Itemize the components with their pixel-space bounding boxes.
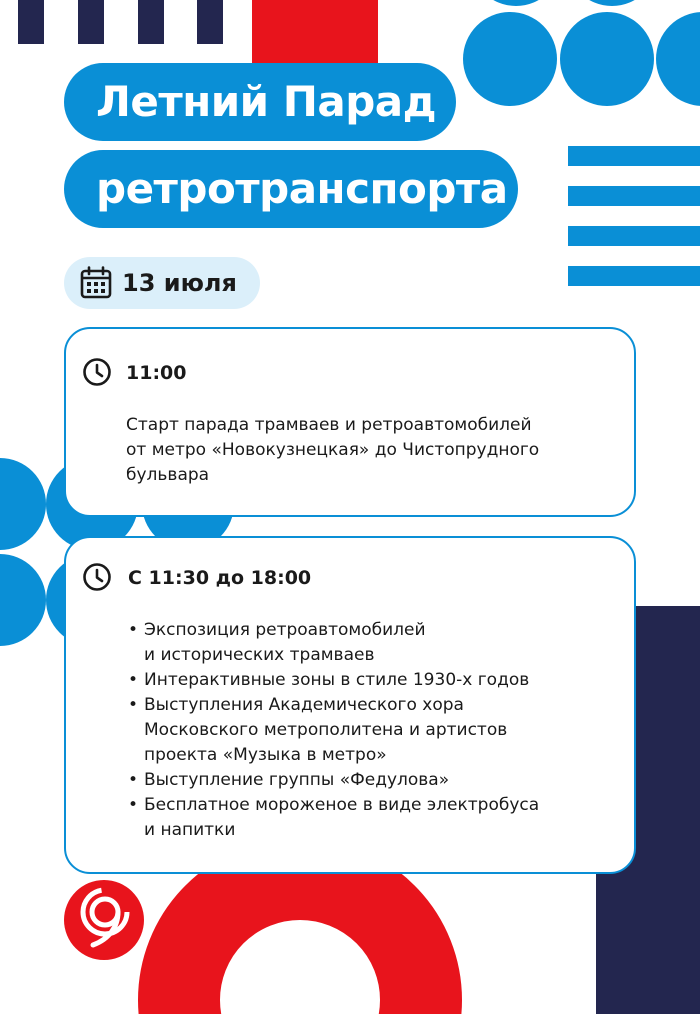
list-item: • Интерактивные зоны в стиле 1930-х годов xyxy=(128,668,628,693)
date-badge xyxy=(64,257,260,309)
event-card-2 xyxy=(64,536,636,874)
list-item: • Выступление группы «Федулова» xyxy=(128,768,628,793)
event-description: Старт парада трамваев и ретроавтомобилей от метро «Новокузнецкая» до Чистопрудного бульвара xyxy=(126,415,540,485)
event-date: 13 июля xyxy=(122,269,237,297)
clock-icon xyxy=(82,562,112,592)
list-item: • Выступления Академического хора Московского метрополитена и артистов проекта «Музыка в метро» xyxy=(128,693,628,768)
clock-icon xyxy=(82,357,112,387)
event-card-1 xyxy=(64,327,636,517)
title-line-1: Летний Парад xyxy=(64,63,456,141)
moscow-day-logo-icon xyxy=(63,879,145,961)
title-line-2: ретротранспорта xyxy=(64,150,518,228)
event-time: С 11:30 до 18:00 xyxy=(128,567,312,589)
list-item: • Экспозиция ретроавтомобилей и исторических трамваев xyxy=(128,618,628,668)
event-activity-list xyxy=(128,618,628,843)
event-time: 11:00 xyxy=(126,362,187,384)
list-item: • Бесплатное мороженое в виде электробуса и напитки xyxy=(128,793,628,843)
calendar-icon xyxy=(80,266,112,299)
